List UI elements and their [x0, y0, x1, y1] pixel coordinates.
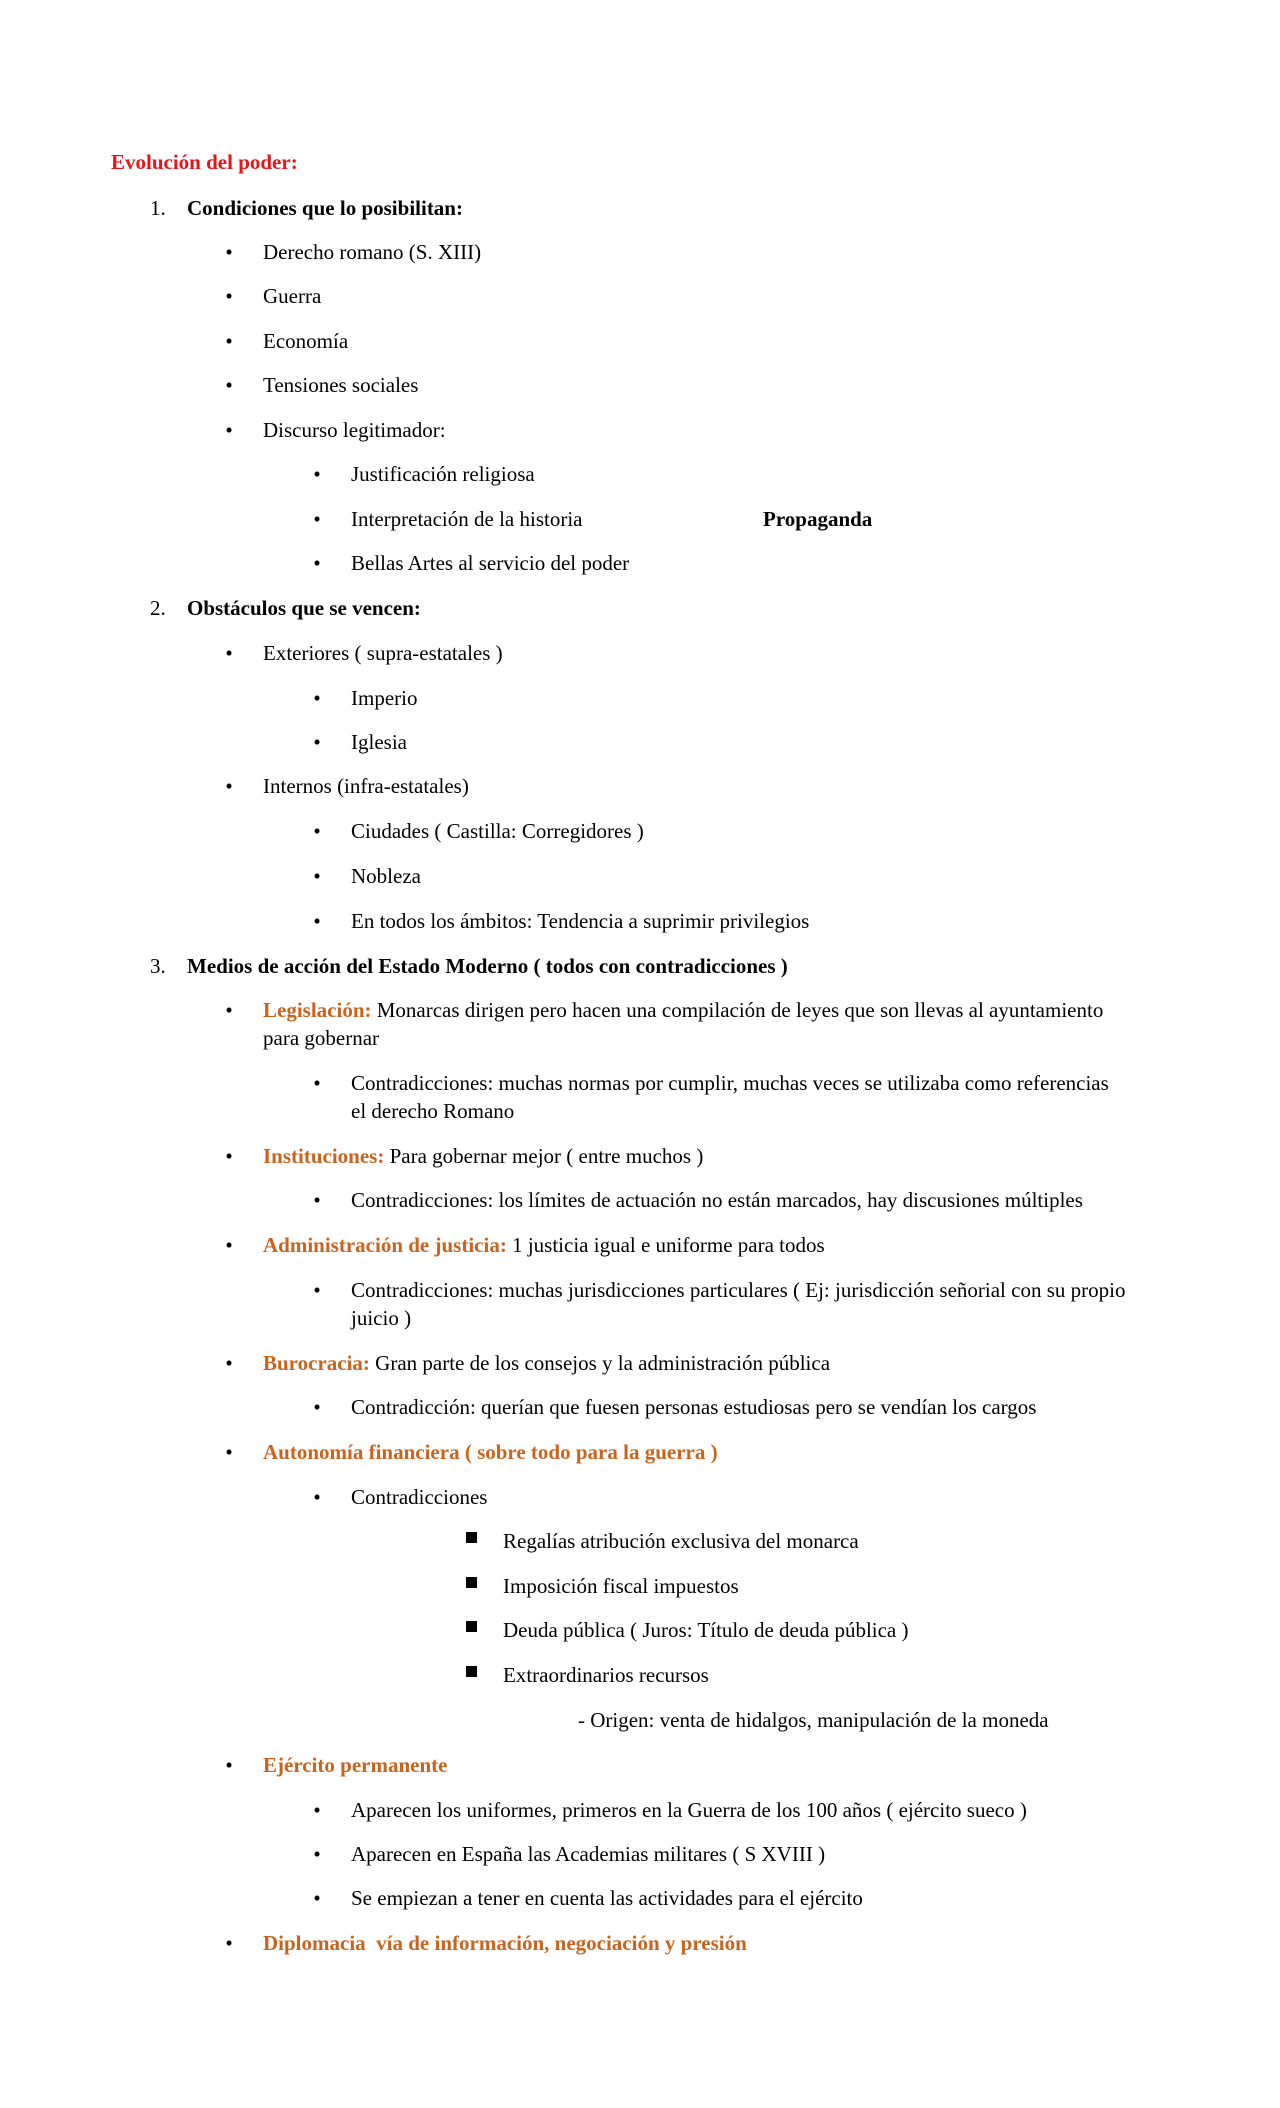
- list-item: Economía: [263, 329, 349, 353]
- list-subitem: Contradicciones: muchas normas por cumplir, muchas veces se utilizaba como referencias el derecho Romano: [351, 1071, 1109, 1123]
- square-bullet-icon: [466, 1532, 477, 1543]
- list-subsubitem: Extraordinarios recursos: [503, 1663, 709, 1687]
- list-item: Internos (infra-estatales): [263, 774, 469, 798]
- bullet-icon: •: [313, 462, 321, 486]
- list-subitem: Contradicción: querían que fuesen personas estudiosas pero se vendían los cargos: [351, 1395, 1037, 1419]
- bullet-icon: •: [313, 1798, 321, 1822]
- bullet-icon: •: [313, 1886, 321, 1910]
- origin-note: - Origen: venta de hidalgos, manipulación de la moneda: [578, 1708, 1049, 1732]
- list-subitem: Contradicciones: [351, 1485, 488, 1509]
- list-item: Tensiones sociales: [263, 373, 419, 397]
- list-item: Burocracia: Gran parte de los consejos y la administración pública: [263, 1351, 831, 1375]
- bullet-icon: •: [313, 819, 321, 843]
- list-subsubitem: Imposición fiscal impuestos: [503, 1574, 739, 1598]
- bullet-icon: •: [313, 864, 321, 888]
- bullet-icon: •: [313, 1842, 321, 1866]
- list-subitem: Contradicciones: muchas jurisdicciones particulares ( Ej: jurisdicción señorial con su propio juicio ): [351, 1278, 1126, 1330]
- side-note: Propaganda: [763, 507, 873, 531]
- bullet-icon: •: [225, 329, 233, 353]
- topic-label: Administración de justicia:: [263, 1233, 507, 1257]
- list-subitem: Justificación religiosa: [351, 462, 535, 486]
- topic-label: Burocracia:: [263, 1351, 370, 1375]
- section-heading: Condiciones que lo posibilitan:: [187, 196, 463, 220]
- list-subitem: Contradicciones: los límites de actuación no están marcados, hay discusiones múltiples: [351, 1188, 1083, 1212]
- bullet-icon: •: [225, 284, 233, 308]
- list-subitem: Se empiezan a tener en cuenta las actividades para el ejército: [351, 1886, 863, 1910]
- list-item: Exteriores ( supra-estatales ): [263, 641, 503, 665]
- list-subitem: Nobleza: [351, 864, 421, 888]
- list-item: Derecho romano (S. XIII): [263, 240, 482, 264]
- section-heading: Obstáculos que se vencen:: [187, 596, 421, 620]
- list-subitem: En todos los ámbitos: Tendencia a suprimir privilegios: [351, 909, 810, 933]
- list-subsubitem: Deuda pública ( Juros: Título de deuda pública ): [503, 1618, 909, 1642]
- list-item: Administración de justicia: 1 justicia igual e uniforme para todos: [263, 1233, 825, 1257]
- bullet-icon: •: [313, 507, 321, 531]
- bullet-icon: •: [313, 1395, 321, 1419]
- bullet-icon: •: [313, 1188, 321, 1212]
- list-subitem: Imperio: [351, 686, 418, 710]
- bullet-icon: •: [225, 418, 233, 442]
- list-item: Discurso legitimador:: [263, 418, 446, 442]
- bullet-icon: •: [225, 1931, 233, 1955]
- list-item: Instituciones: Para gobernar mejor ( entre muchos ): [263, 1144, 704, 1168]
- bullet-icon: •: [225, 641, 233, 665]
- section-heading: Medios de acción del Estado Moderno ( todos con contradicciones ): [187, 954, 788, 978]
- topic-label: Instituciones:: [263, 1144, 385, 1168]
- section-number: 1.: [150, 196, 166, 220]
- list-subitem: Iglesia: [351, 730, 407, 754]
- bullet-icon: •: [313, 1485, 321, 1509]
- square-bullet-icon: [466, 1621, 477, 1632]
- bullet-icon: •: [313, 1278, 321, 1302]
- topic-label: Autonomía financiera ( sobre todo para la guerra ): [263, 1440, 718, 1464]
- square-bullet-icon: [466, 1577, 477, 1588]
- bullet-icon: •: [313, 909, 321, 933]
- topic-label: Diplomacia vía de información, negociación y presión: [263, 1931, 747, 1955]
- section-number: 3.: [150, 954, 166, 978]
- document-title: Evolución del poder:: [111, 150, 298, 174]
- bullet-icon: •: [225, 1351, 233, 1375]
- list-item: Legislación: Monarcas dirigen pero hacen una compilación de leyes que son llevas al ayuntamiento para gobernar: [263, 998, 1104, 1050]
- bullet-icon: •: [225, 774, 233, 798]
- bullet-icon: •: [313, 1071, 321, 1095]
- list-subitem: Aparecen los uniformes, primeros en la Guerra de los 100 años ( ejército sueco ): [351, 1798, 1027, 1822]
- list-subsubitem: Regalías atribución exclusiva del monarca: [503, 1529, 859, 1553]
- list-subitem: Bellas Artes al servicio del poder: [351, 551, 630, 575]
- bullet-icon: •: [225, 1233, 233, 1257]
- bullet-icon: •: [313, 551, 321, 575]
- bullet-icon: •: [225, 1440, 233, 1464]
- bullet-icon: •: [313, 730, 321, 754]
- list-item: Guerra: [263, 284, 322, 308]
- topic-label: Legislación:: [263, 998, 372, 1022]
- bullet-icon: •: [225, 1144, 233, 1168]
- topic-label: Ejército permanente: [263, 1753, 448, 1777]
- bullet-icon: •: [225, 373, 233, 397]
- square-bullet-icon: [466, 1666, 477, 1677]
- bullet-icon: •: [225, 998, 233, 1022]
- list-subitem: Interpretación de la historia: [351, 507, 583, 531]
- bullet-icon: •: [225, 240, 233, 264]
- list-subitem: Aparecen en España las Academias militares ( S XVIII ): [351, 1842, 826, 1866]
- bullet-icon: •: [313, 686, 321, 710]
- section-number: 2.: [150, 596, 166, 620]
- bullet-icon: •: [225, 1753, 233, 1777]
- list-subitem: Ciudades ( Castilla: Corregidores ): [351, 819, 644, 843]
